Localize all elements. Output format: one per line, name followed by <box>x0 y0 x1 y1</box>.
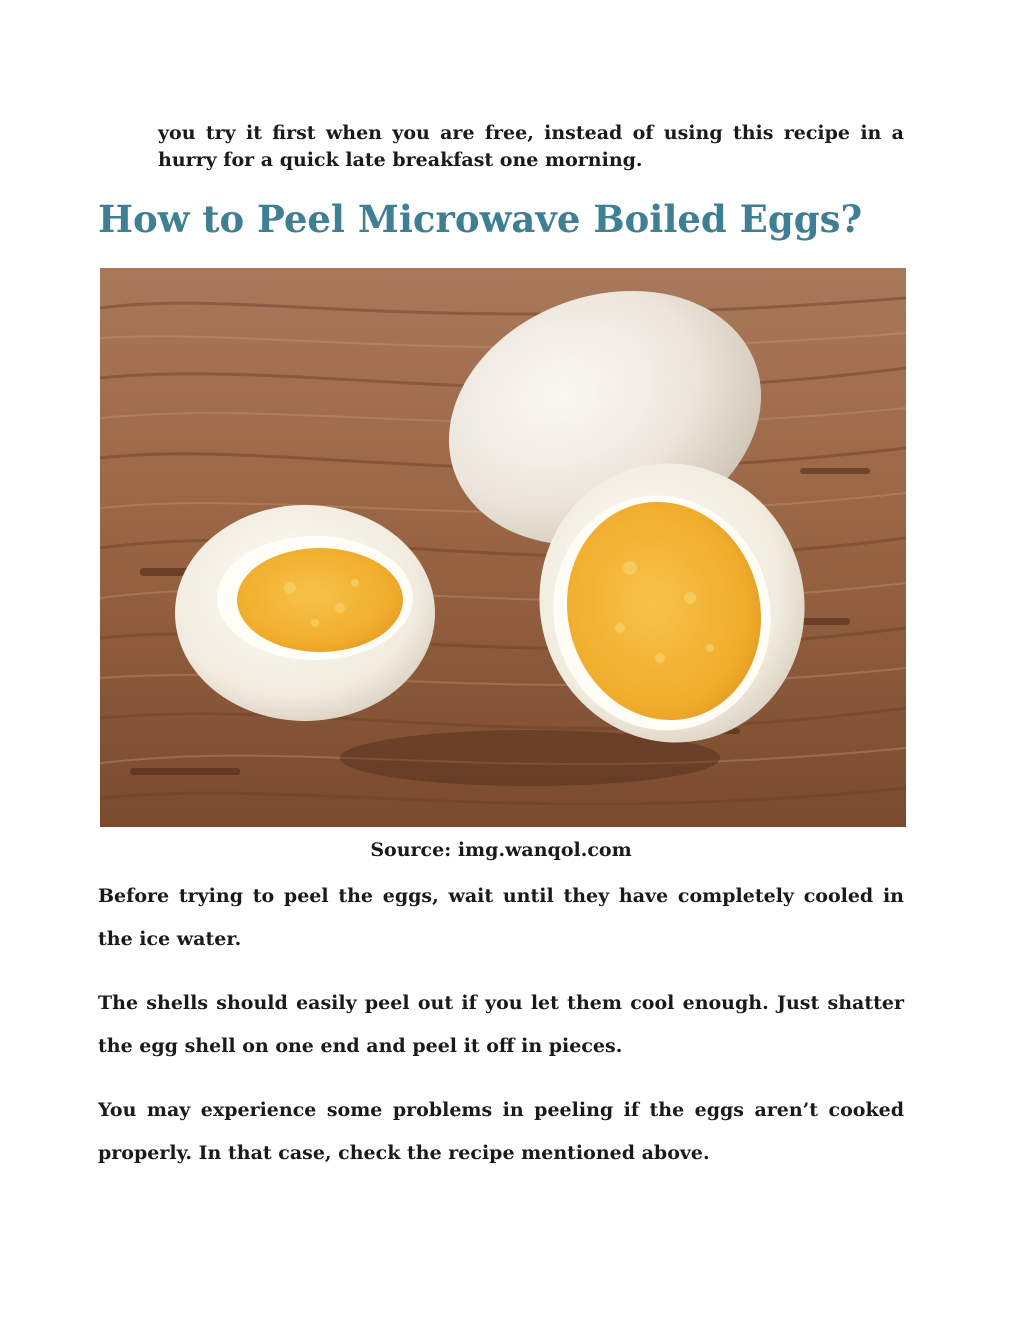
paragraph-cooling: Before trying to peel the eggs, wait until they have completely cooled in the ice water. <box>98 885 904 950</box>
intro-text: you try it first when you are free, instead of using this recipe in a hurry for a quick late breakfast one morning. <box>158 122 904 171</box>
paragraph-problems: You may experience some problems in peeling if the eggs aren’t cooked properly. In that case, check the recipe mentioned above. <box>98 1099 904 1164</box>
boiled-eggs-photo <box>100 268 906 827</box>
paragraph-peeling: The shells should easily peel out if you let them cool enough. Just shatter the egg shell on one end and peel it off in pieces. <box>98 992 904 1057</box>
section-heading: How to Peel Microwave Boiled Eggs? <box>98 197 863 241</box>
image-caption: Source: img.wanqol.com <box>370 839 632 861</box>
